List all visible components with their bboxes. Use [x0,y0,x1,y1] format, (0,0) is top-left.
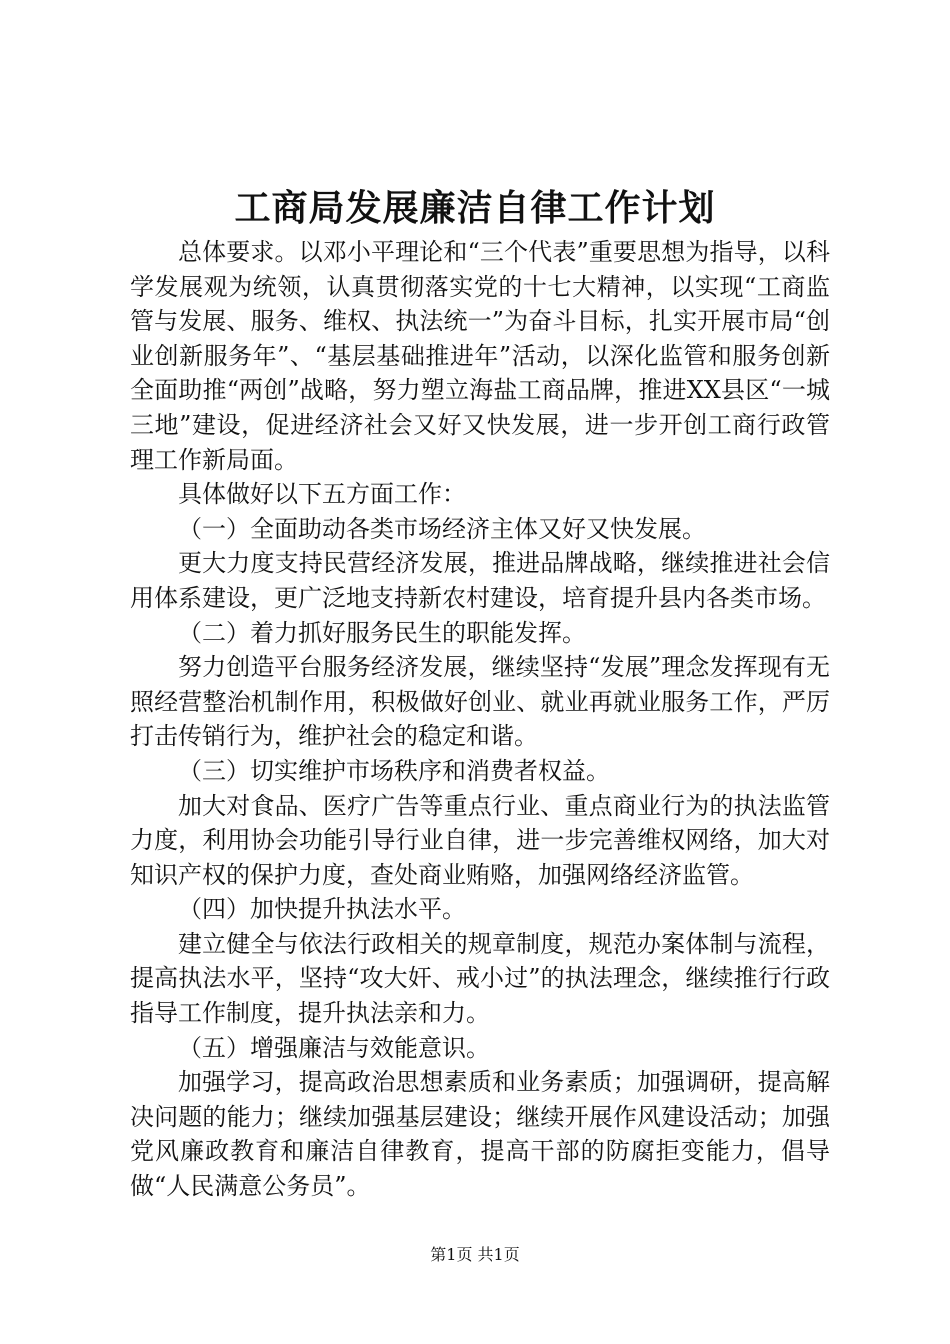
section-body-4: 建立健全与依法行政相关的规章制度，规范办案体制与流程，提高执法水平，坚持“攻大奸、戒小过”的执法理念，继续推行行政指导工作制度，提升执法亲和力。 [130,929,830,1028]
paragraph-five-tasks-intro: 具体做好以下五方面工作： [178,480,466,509]
paragraph-overall-requirements: 总体要求。以邓小平理论和“三个代表”重要思想为指导，以科学发展观为统领，认真贯彻落实党的十七大精神，以实现“工商监管与发展、服务、维权、执法统一”为奋斗目标，扎实开展市局“创业创新服务年”、“基层基础推进年”活动，以深化监管和服务创新全面助推“两创”战略，努力塑立海盐工商品牌，推进XX县区“一城三地”建设，促进经济社会又好又快发展，进一步开创工商行政管理工作新局面。 [130,238,830,474]
section-heading-5: （五）增强廉洁与效能意识。 [178,1033,490,1062]
section-body-1: 更大力度支持民营经济发展，推进品牌战略，继续推进社会信用体系建设，更广泛地支持新农村建设，培育提升县内各类市场。 [130,549,830,612]
section-heading-1: （一）全面助动各类市场经济主体又好又快发展。 [178,514,706,543]
section-body-2: 努力创造平台服务经济发展，继续坚持“发展”理念发挥现有无照经营整治机制作用，积极做好创业、就业再就业服务工作，严厉打击传销行为，维护社会的稳定和谐。 [130,653,830,751]
section-heading-4: （四）加快提升执法水平。 [178,895,466,924]
section-heading-3: （三）切实维护市场秩序和消费者权益。 [178,756,610,785]
section-body-3: 加大对食品、医疗广告等重点行业、重点商业行为的执法监管力度，利用协会功能引导行业自律，进一步完善维权网络，加大对知识产权的保护力度，查处商业贿赂，加强网络经济监管。 [130,791,830,889]
section-heading-2: （二）着力抓好服务民生的职能发挥。 [178,618,586,647]
document-title: 工商局发展廉洁自律工作计划 [234,187,716,229]
page-number-footer: 第1页 共1页 [430,1245,520,1264]
section-body-5: 加强学习，提高政治思想素质和业务素质；加强调研，提高解决问题的能力；继续加强基层建设；继续开展作风建设活动；加强党风廉政教育和廉洁自律教育，提高干部的防腐拒变能力，倡导做“人民满意公务员”。 [130,1068,830,1201]
document-body [130,235,830,1204]
